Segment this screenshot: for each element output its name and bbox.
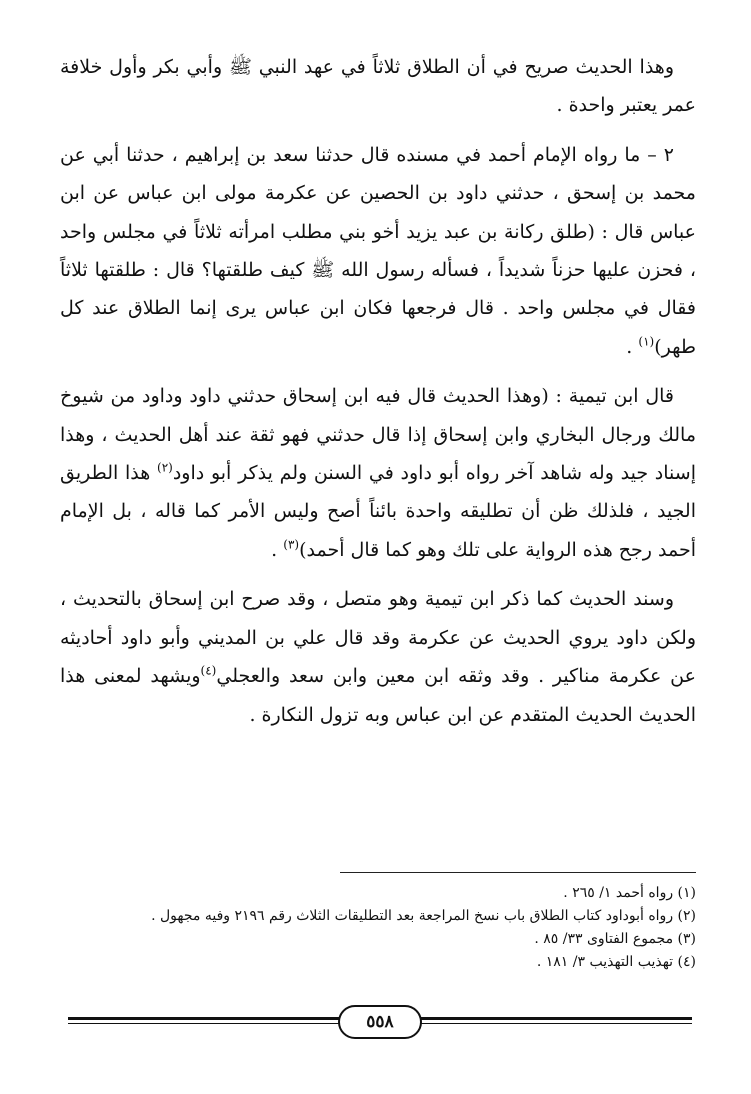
paragraph-3-tail-2: .: [271, 538, 284, 561]
footnote-separator: [340, 872, 696, 873]
paragraph-2: [60, 136, 696, 366]
footnote-ref-2: (٢): [157, 460, 173, 475]
paragraph-2-tail: .: [626, 335, 639, 358]
footnote-ref-1: (١): [638, 334, 655, 349]
paragraph-1: [60, 48, 696, 125]
paragraph-3-tail: هذا الطريق الجيد ، فلذلك ظن أن تطليقه واحدة بائناً أصح وليس الأمر كما قاله ، بل الإمام أحمد رجح هذه الرواية على تلك وهو كما قال أحمد): [60, 462, 696, 561]
footnote-4: (٤) تهذيب التهذيب ٣/ ١٨١ .: [536, 954, 696, 970]
paragraph-1-text: وهذا الحديث صريح في أن الطلاق ثلاثاً في عهد النبي ﷺ وأبي بكر وأول خلافة عمر يعتبر واحدة .: [60, 56, 696, 117]
page-number: ٥٥٨: [338, 1005, 422, 1039]
page-footer: [68, 1005, 692, 1041]
footnote-2: (٢) رواه أبوداود كتاب الطلاق باب نسخ المراجعة بعد التطليقات الثلاث رقم ٢١٩٦ وفيه مجهول .: [151, 908, 696, 924]
footnotes: [60, 882, 696, 974]
footnote-ref-3: (٣): [283, 537, 300, 552]
paragraph-2-text: ٢ – ما رواه الإمام أحمد في مسنده قال حدثنا سعد بن إبراهيم ، حدثنا أبي عن محمد بن إسحق ، حدثني داود بن الحصين عن عكرمة مولى ابن عباس عن ابن عباس قال : (طلق ركانة بن عبد يزيد أخو بني مطلب امرأته ثلاثاً في مجلس واحد ، فحزن عليها حزناً شديداً ، فسأله رسول الله ﷺ كيف طلقتها؟ قال : طلقتها ثلاثاً فقال في مجلس واحد . قال فرجعها فكان ابن عباس يرى إنما الطلاق عند كل طهر): [60, 143, 696, 358]
footnote-ref-4: (٤): [200, 663, 217, 678]
paragraph-4-text: وسند الحديث كما ذكر ابن تيمية وهو متصل ، وقد صرح ابن إسحاق بالتحديث ، ولكن داود يروي الحديث عن عكرمة وقد قال علي بن المديني وأبو داود أحاديثه عن عكرمة مناكير . وقد وثقه ابن معين وابن سعد والعجلي: [60, 588, 696, 688]
paragraph-3-text: قال ابن تيمية : (وهذا الحديث قال فيه ابن إسحاق حدثني داود وداود من شيوخ مالك ورجال البخاري وابن إسحاق إذا قال حدثني فهو ثقة عند أهل الحديث ، وهذا إسناد جيد وله شاهد آخر رواه أبو داود في السنن ولم يذكر أبو داود: [60, 385, 696, 485]
main-text: [60, 48, 696, 734]
paragraph-4-tail: ويشهد لمعنى هذا الحديث الحديث المتقدم عن ابن عباس وبه تزول النكارة .: [60, 665, 696, 726]
footnote-3: (٣) مجموع الفتاوى ٣٣/ ٨٥ .: [534, 931, 696, 947]
footnote-1: (١) رواه أحمد ١/ ٢٦٥ .: [563, 885, 696, 901]
paragraph-4: [60, 580, 696, 734]
paragraph-3: [60, 377, 696, 569]
